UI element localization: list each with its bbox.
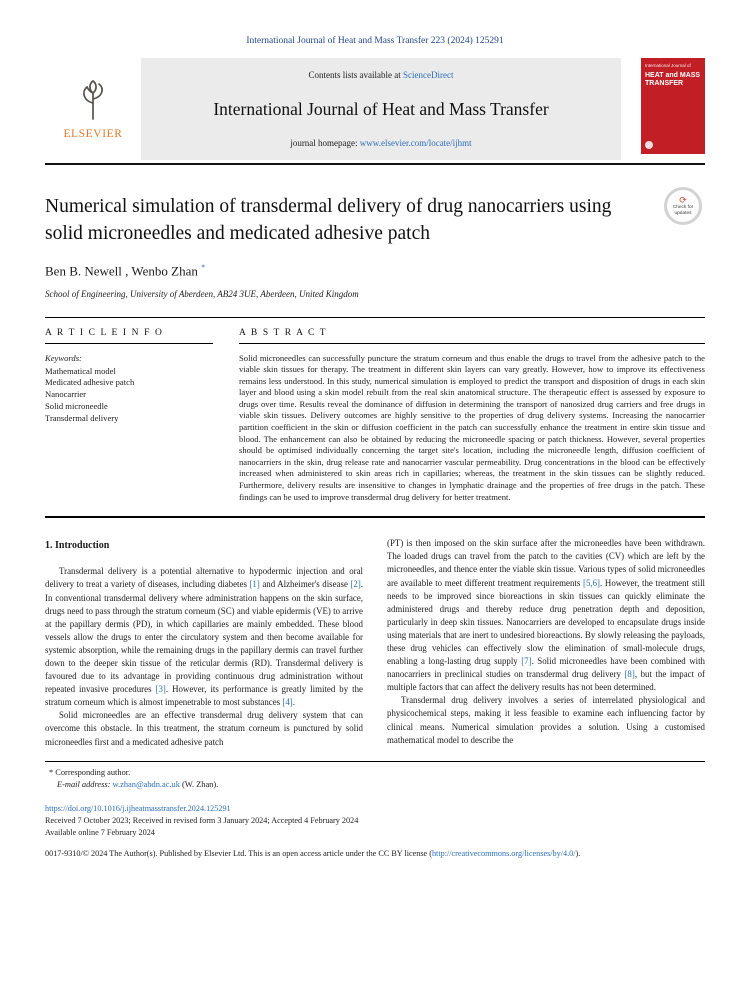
introduction-heading: 1. Introduction (45, 540, 110, 552)
text-segment: , but the impact of multiple factors that can affect the delivery results has not been determined. (387, 669, 705, 693)
journal-cover-area (621, 58, 705, 160)
check-updates-text-line2: updates (674, 210, 692, 216)
elsevier-wordmark: ELSEVIER (63, 127, 123, 140)
doi-link[interactable]: https://doi.org/10.1016/j.ijheatmasstransfer.2024.125291 (45, 804, 231, 814)
citation-link[interactable]: [7] (521, 656, 532, 667)
corresponding-author-star[interactable]: * (201, 263, 206, 273)
body-right-column (387, 537, 705, 748)
homepage-link[interactable]: www.elsevier.com/locate/ijhmt (359, 138, 472, 148)
copyright-license-line (45, 848, 705, 860)
received-dates-line: Received 7 October 2023; Received in revised form 3 January 2024; Accepted 4 February 2024 (45, 816, 359, 826)
available-online-line: Available online 7 February 2024 (45, 828, 155, 838)
citation-link[interactable]: [2] (350, 579, 361, 590)
email-link[interactable]: w.zhan@abdn.ac.uk (112, 779, 180, 789)
text-segment: journal homepage: (290, 138, 360, 148)
abstract-column (239, 328, 705, 504)
body-two-columns (45, 537, 705, 748)
authors-line (45, 263, 705, 279)
article-title: Numerical simulation of transdermal delivery of drug nanocarriers using solid microneedles and medicated adhesive patch (45, 196, 612, 245)
contents-availability-line[interactable] (309, 70, 454, 80)
keyword-item: Nanocarrier (45, 389, 87, 400)
journal-reference-link[interactable]: International Journal of Heat and Mass Transfer 223 (2024) 125291 (246, 36, 504, 46)
cover-title-line1: HEAT and MASS (645, 71, 701, 79)
intro-paragraph-2: Solid microneedles are an effective transdermal drug delivery system that can overcome this obstacle. In this treatment, the stratum corneum is punctured by solid microneedles first and a medicated adhesive patch (45, 710, 363, 747)
intro-paragraph-1 (45, 565, 363, 709)
citation-link[interactable]: [4] (282, 697, 293, 708)
elsevier-tree-icon (75, 79, 111, 126)
journal-title: International Journal of Heat and Mass Transfer (213, 98, 549, 119)
article-info-column (45, 328, 213, 504)
text-segment: ). (575, 848, 581, 858)
citation-link[interactable]: [5,6] (583, 577, 601, 588)
elsevier-logo[interactable] (45, 58, 141, 160)
text-segment: (W. Zhan). (179, 779, 219, 789)
check-updates-text-line1: Check for (672, 205, 694, 211)
keyword-item: Transdermal delivery (45, 412, 119, 423)
cover-title-line2: TRANSFER (645, 79, 684, 87)
citation-link[interactable]: [8] (624, 669, 635, 680)
text-segment: Transdermal delivery is a potential alternative to hypodermic injection and oral delivery to treat a variety of diseases, including diabetes (45, 566, 363, 590)
cover-elsevier-mark-icon (645, 141, 653, 149)
text-segment: 0017-9310/© 2024 The Author(s). Published by Elsevier Ltd. This is an open access article under the CC BY license ( (45, 848, 432, 858)
text-segment: . However, its performance is greatly limited by the stratum corneum which is almost impenetrable to most substances (45, 684, 363, 708)
text-segment: . In conventional transdermal delivery where administration happens on the skin surface, drugs need to pass through the stratum corneum (SC) and viable epidermis (VE) to arrive at the papillary dermis (PD), in which capillaries are mainly embedded. These blood vessels allow the drugs to enter the circulatory system and then become available for systemic absorption, while the remaining drugs in the papillary dermis can travel further down to the deeper skin tissue of the reticular dermis (RD). Transdermal delivery is favoured due to its advantage in providing continuous drug administration without repeated invasive procedures (45, 579, 363, 695)
author-affiliation: School of Engineering, University of Aberdeen, AB24 3UE, Aberdeen, United Kingdom (45, 288, 359, 299)
citation-link[interactable]: [3] (155, 684, 166, 695)
footnote-divider-rule (45, 761, 705, 762)
intro-paragraph-4: Transdermal drug delivery involves a series of interrelated physiological and physicochemical steps, making it less feasible to examine each influencing factor by clinical means. Numerical simulation provides a solution. Using a customised mathematical model to describe the (387, 695, 705, 745)
sciencedirect-link[interactable]: ScienceDirect (403, 70, 454, 80)
text-segment: . (292, 697, 295, 708)
text-segment: Contents lists available at (308, 70, 403, 80)
citation-link[interactable]: [1] (249, 579, 260, 590)
title-row (45, 193, 705, 247)
email-address-line[interactable] (45, 779, 705, 791)
header-center-panel (141, 58, 621, 160)
abstract-text: Solid microneedles can successfully puncture the stratum corneum and thus enable the drugs to travel from the adhesive patch to the viable skin tissues for therapy. The treatment in different skin layers can vary greatly. However, how to improve its effectiveness remains less understood. In this study, numerical simulation is employed to predict the transport and disposition of drugs in each skin layer and blood using a skin model rebuilt from the real skin anatomical structure. The therapeutic effect is assessed by exposure to drugs over time. Results reveal the dominance of diffusion in determining the transport of nanosized drug carriers and free drugs in viable skin tissues. Delivery outcomes are highly sensitive to the properties of drug delivery systems. Increasing the nanocarrier partition coefficient in the skin or diffusion coefficient in the patch can successfully enhance the treatment in entire skin tissue and blood. The enhancement can also be obtained by reducing the microneedle spacing or patch thickness. However, several properties should be optimised individually concerning the target site's location, including the microneedle length, diffusion coefficient of nanocarriers in the skin, drug release rate and nanocarrier vascular permeability. Drug concentrations in the blood can be effectively increased when administered to skin areas rich in capillaries; whereas, the treatment in the skin tissues can be slightly reduced. Furthermore, delivery results are insensitive to changes in lymphatic drainage and the properties of free drugs in the patch. These findings can be used to improve transdermal drug delivery for better treatment. (239, 352, 705, 502)
body-left-column (45, 537, 363, 748)
cover-kicker-text: International Journal of (645, 63, 691, 68)
keyword-item: Medicated adhesive patch (45, 377, 135, 388)
text-segment: . Solid microneedles have been combined with nanocarriers in preclinical studies on transdermal drug delivery (387, 656, 705, 680)
check-updates-badge[interactable] (664, 187, 702, 225)
header-divider-rule (45, 163, 705, 165)
text-segment: . However, the treatment still needs to be improved since bioreactions in skin tissues can quickly eliminate the administered drugs and thereby reduce drug penetration depth and deposition, particularly in deep skin tissues. Nanocarriers are developed to encapsulate drugs inside using materials that are inert to undesired bioreactions. By slowly releasing the payloads, these drug vehicles can effectively slow the elimination of small-molecule drugs, enabling a long-lasting drug supply (387, 577, 706, 667)
journal-header-banner (45, 58, 705, 160)
check-updates-badge-wrap (661, 187, 705, 225)
article-info-abstract-block (45, 317, 705, 519)
journal-cover-thumbnail[interactable] (641, 58, 705, 154)
check-updates-icon: ⟳ (679, 195, 687, 206)
text-segment: and Alzheimer's disease (259, 579, 351, 590)
text-segment: E-mail address: (57, 779, 113, 789)
cc-license-link[interactable]: http://creativecommons.org/licenses/by/4.0/ (431, 848, 576, 858)
article-metadata-block (45, 803, 705, 838)
keyword-item: Mathematical model (45, 365, 116, 376)
journal-homepage-line[interactable] (290, 138, 471, 148)
article-info-heading: A R T I C L E I N F O (45, 328, 213, 344)
text-segment: Ben B. Newell , Wenbo Zhan (45, 263, 202, 279)
keyword-item: Solid microneedle (45, 400, 108, 411)
corresponding-author-note: * Corresponding author. (49, 768, 131, 778)
intro-paragraph-3 (387, 537, 705, 694)
abstract-heading: A B S T R A C T (239, 328, 705, 344)
keywords-label: Keywords: (45, 352, 82, 363)
text-segment: (PT) is then imposed on the skin surface after the microneedles have been withdrawn. The loaded drugs can travel from the patch to the cavities (CV) which are left by the microneedles, and thence enter the viable skin tissue. Various types of solid microneedles are available to meet different treatment requirements (387, 538, 705, 588)
